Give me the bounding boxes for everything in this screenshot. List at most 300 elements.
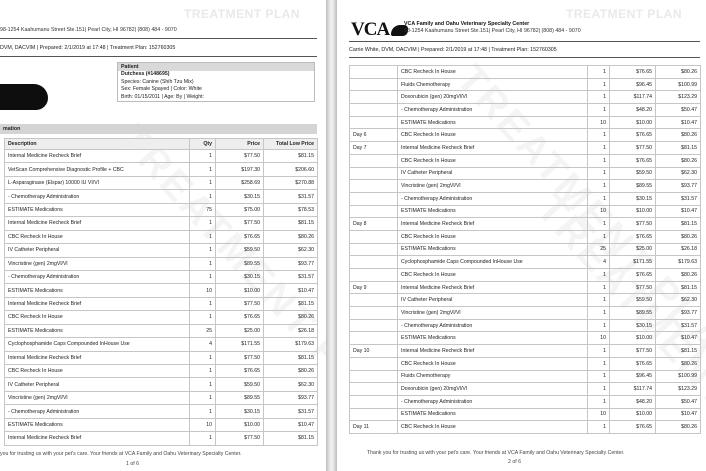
table-cell: 1 (588, 142, 610, 155)
table-cell: 1 (588, 66, 610, 79)
table-cell: 4 (588, 256, 610, 269)
table-cell: Vincristine (gen) 2mgVl/Vl (398, 180, 588, 193)
table-cell: $26.18 (264, 324, 318, 337)
table-row (5, 203, 318, 216)
table-cell: CBC Recheck In House (5, 365, 190, 378)
table-cell: $89.55 (610, 180, 656, 193)
table-cell: 1 (190, 270, 216, 283)
column-header-description: Description (5, 139, 190, 150)
table-cell: $77.50 (216, 297, 264, 310)
table-cell: IV Catheter Peripheral (398, 294, 588, 307)
table-cell: Day 10 (350, 345, 398, 358)
table-row (5, 311, 318, 324)
table-cell: $59.50 (216, 244, 264, 257)
table-cell: $76.65 (610, 230, 656, 243)
table-header-row (5, 139, 318, 150)
table-cell: $31.57 (656, 192, 701, 205)
table-cell: 1 (190, 311, 216, 324)
table-cell: CBC Recheck In House (398, 357, 588, 370)
table-cell: 1 (190, 190, 216, 203)
table-cell (350, 91, 398, 104)
table-cell: 1 (588, 395, 610, 408)
treatment-plan-page-2 (337, 0, 706, 471)
table-cell: $10.47 (656, 332, 701, 345)
table-cell: 1 (190, 163, 216, 176)
table-cell (350, 192, 398, 205)
table-cell: 1 (190, 405, 216, 418)
table-row (350, 104, 701, 117)
table-cell: $80.26 (264, 311, 318, 324)
table-cell: Vincristine (gen) 2mgVl/Vl (5, 257, 190, 270)
table-row (350, 218, 701, 231)
column-header-qty: Qty (190, 139, 216, 150)
line-items-table (4, 138, 318, 446)
table-cell: ESTIMATE Medications (398, 408, 588, 421)
table-cell: - Chemotherapy Administration (398, 395, 588, 408)
table-cell: $26.18 (656, 243, 701, 256)
table-cell: $76.65 (216, 365, 264, 378)
table-row (350, 395, 701, 408)
table-cell: $76.65 (610, 421, 656, 434)
table-cell: 1 (588, 78, 610, 91)
table-cell: Day 11 (350, 421, 398, 434)
table-cell: 1 (588, 319, 610, 332)
table-cell: $10.00 (610, 408, 656, 421)
table-cell: 1 (190, 391, 216, 404)
vet-prepared-line: Carrie White, DVM, DACVIM | Prepared: 2/1/2019 at 17:48 | Treatment Plan: 152760305 (349, 47, 557, 53)
table-cell: 25 (588, 243, 610, 256)
table-row (350, 345, 701, 358)
table-cell (350, 230, 398, 243)
table-cell: $50.47 (656, 104, 701, 117)
table-row (5, 391, 318, 404)
table-cell: 10 (588, 332, 610, 345)
table-cell: $270.88 (264, 176, 318, 189)
table-cell: $258.69 (216, 176, 264, 189)
patient-header: Patient (118, 63, 314, 71)
table-cell: $81.15 (264, 150, 318, 163)
table-cell (350, 395, 398, 408)
treatment-plan-page-1 (0, 0, 326, 471)
table-cell: $96.45 (610, 78, 656, 91)
table-cell (350, 243, 398, 256)
watermark-heading: TREATMENT PLAN (566, 7, 683, 21)
table-cell: Day 8 (350, 218, 398, 231)
patient-name: Dutchess (#148695) (121, 71, 170, 77)
table-cell: 1 (588, 383, 610, 396)
table-cell (350, 180, 398, 193)
table-cell: $76.65 (610, 154, 656, 167)
table-cell: $75.00 (216, 203, 264, 216)
table-cell: $59.50 (610, 167, 656, 180)
header-divider (0, 56, 317, 57)
table-cell (350, 205, 398, 218)
table-cell: $76.65 (610, 129, 656, 142)
table-cell: $80.26 (656, 129, 701, 142)
table-cell: 1 (190, 217, 216, 230)
table-row (5, 378, 318, 391)
table-cell (350, 116, 398, 129)
table-cell: ESTIMATE Medications (5, 203, 190, 216)
table-cell: Doxorubicin (gen) 20mgVl/Vl (398, 383, 588, 396)
table-cell (350, 66, 398, 79)
table-cell: 1 (588, 269, 610, 282)
table-row (350, 66, 701, 79)
table-cell: $93.77 (264, 257, 318, 270)
table-cell: $81.15 (264, 217, 318, 230)
table-cell (350, 78, 398, 91)
table-cell: $59.50 (610, 294, 656, 307)
column-header-price: Price (216, 139, 264, 150)
patient-species: Species: Canine (Shih Tzu Mix) (121, 78, 194, 85)
table-cell: 1 (190, 150, 216, 163)
table-cell: 1 (588, 154, 610, 167)
table-cell: 1 (588, 167, 610, 180)
table-cell: Vincristine (gen) 2mgVl/Vl (398, 307, 588, 320)
table-cell: 10 (190, 418, 216, 431)
table-cell: $78.53 (264, 203, 318, 216)
header-divider (349, 57, 700, 58)
table-cell: $100.99 (656, 78, 701, 91)
table-row (5, 432, 318, 445)
table-cell: Internal Medicine Recheck Brief (5, 351, 190, 364)
vet-prepared-line: DVM, DACVIM | Prepared: 2/1/2019 at 17:48 | Treatment Plan: 152760305 (0, 45, 176, 51)
table-cell: Internal Medicine Recheck Brief (398, 218, 588, 231)
table-row (350, 78, 701, 91)
table-cell: $171.55 (216, 338, 264, 351)
table-row (5, 338, 318, 351)
vca-logo-text: VCA (351, 19, 390, 40)
table-cell (350, 370, 398, 383)
table-cell: $10.00 (610, 205, 656, 218)
table-cell: $89.55 (216, 257, 264, 270)
table-row (5, 284, 318, 297)
watermark-heading: TREATMENT PLAN (184, 7, 301, 21)
table-cell (350, 357, 398, 370)
table-cell: $59.50 (216, 378, 264, 391)
table-row (5, 418, 318, 431)
table-cell (350, 269, 398, 282)
table-cell: Internal Medicine Recheck Brief (398, 142, 588, 155)
table-row (350, 91, 701, 104)
table-cell: $206.60 (264, 163, 318, 176)
table-cell: 1 (588, 180, 610, 193)
table-row (5, 297, 318, 310)
table-cell: $10.47 (264, 284, 318, 297)
table-cell (350, 332, 398, 345)
table-cell: $62.30 (656, 167, 701, 180)
table-cell: $93.77 (264, 391, 318, 404)
table-cell: $96.45 (610, 370, 656, 383)
table-cell: $80.26 (264, 365, 318, 378)
table-cell: 1 (588, 104, 610, 117)
table-cell (350, 408, 398, 421)
table-cell: $62.30 (264, 378, 318, 391)
footer-thanks: you for trusting us with your pet's care. Your friends at VCA Family and Oahu Veterinary Specialty Center. (0, 451, 242, 457)
table-cell: $117.74 (610, 383, 656, 396)
table-row (350, 230, 701, 243)
table-cell: Day 7 (350, 142, 398, 155)
table-cell: $31.57 (264, 190, 318, 203)
patient-birth: Birth: 01/15/2011 | Age: By | Weight: (121, 93, 204, 100)
table-row (350, 307, 701, 320)
table-cell: 1 (190, 230, 216, 243)
table-cell: $81.15 (264, 351, 318, 364)
table-cell: 1 (588, 192, 610, 205)
table-cell: - Chemotherapy Administration (398, 192, 588, 205)
clinic-info (404, 21, 581, 35)
table-cell: ESTIMATE Medications (5, 324, 190, 337)
table-row (5, 217, 318, 230)
table-cell: L-Asparaginase (Elspar) 10000 IU VI/VI (5, 176, 190, 189)
table-cell: $76.65 (610, 66, 656, 79)
table-row (350, 256, 701, 269)
table-cell: $93.77 (656, 307, 701, 320)
clinic-address: 98-1254 Kaahumanu Street Ste.151| Pearl City, HI 96782| (808) 484 - 9070 (0, 27, 177, 33)
table-row (350, 421, 701, 434)
table-row (5, 365, 318, 378)
table-cell: $62.30 (656, 294, 701, 307)
table-cell: $89.55 (216, 391, 264, 404)
table-row (5, 190, 318, 203)
table-cell: ESTIMATE Medications (398, 205, 588, 218)
table-cell: 1 (190, 297, 216, 310)
table-row (350, 243, 701, 256)
patient-sex: Sex: Female Spayed | Color: White (121, 86, 202, 92)
table-cell: $81.15 (656, 218, 701, 231)
table-cell: $100.99 (656, 370, 701, 383)
table-cell: $10.47 (656, 116, 701, 129)
table-cell: Fluids Chemotherapy (398, 78, 588, 91)
clinic-address: 98-1254 Kaahumanu Street Ste.151| Pearl City, HI 96782| (808) 484 - 9070 (404, 28, 581, 34)
table-cell: CBC Recheck In House (5, 311, 190, 324)
table-cell: $76.65 (610, 357, 656, 370)
table-cell: ESTIMATE Medications (398, 243, 588, 256)
table-cell (350, 104, 398, 117)
table-cell: 1 (588, 294, 610, 307)
table-cell: IV Catheter Peripheral (5, 244, 190, 257)
table-cell: Internal Medicine Recheck Brief (398, 281, 588, 294)
table-cell: $81.15 (656, 281, 701, 294)
table-cell: $81.15 (264, 297, 318, 310)
table-cell: $77.50 (216, 432, 264, 445)
table-cell: $89.55 (610, 307, 656, 320)
table-cell: 1 (588, 281, 610, 294)
table-row (350, 142, 701, 155)
table-cell: 75 (190, 203, 216, 216)
table-cell: $25.00 (216, 324, 264, 337)
patient-box (117, 62, 315, 102)
table-row (5, 257, 318, 270)
table-cell: $77.50 (216, 351, 264, 364)
header-divider (349, 41, 700, 42)
table-cell (350, 319, 398, 332)
table-cell: $179.63 (264, 338, 318, 351)
table-cell: $77.50 (610, 345, 656, 358)
table-cell: 1 (588, 230, 610, 243)
table-cell (350, 256, 398, 269)
table-cell: 25 (190, 324, 216, 337)
table-cell: 10 (588, 205, 610, 218)
table-row (5, 163, 318, 176)
table-cell: $10.47 (656, 408, 701, 421)
redaction-mark (0, 84, 48, 110)
table-cell: - Chemotherapy Administration (5, 270, 190, 283)
table-cell: CBC Recheck In House (398, 66, 588, 79)
table-row (350, 180, 701, 193)
table-row (350, 319, 701, 332)
table-cell: $80.26 (656, 230, 701, 243)
table-cell: CBC Recheck In House (398, 421, 588, 434)
table-cell: 1 (190, 257, 216, 270)
table-cell: $62.30 (264, 244, 318, 257)
table-row (5, 150, 318, 163)
table-cell: $10.47 (264, 418, 318, 431)
table-row (5, 405, 318, 418)
table-row (5, 270, 318, 283)
table-cell: $31.57 (656, 319, 701, 332)
table-cell: 1 (588, 421, 610, 434)
table-cell: 10 (588, 116, 610, 129)
table-cell: $48.20 (610, 104, 656, 117)
table-cell: 10 (588, 408, 610, 421)
table-cell: CBC Recheck In House (398, 269, 588, 282)
table-cell: Fluids Chemotherapy (398, 370, 588, 383)
table-cell: Internal Medicine Recheck Brief (5, 150, 190, 163)
table-cell: $77.50 (216, 217, 264, 230)
table-cell: 1 (588, 370, 610, 383)
table-cell: $123.29 (656, 91, 701, 104)
table-cell: CBC Recheck In House (5, 230, 190, 243)
table-row (350, 192, 701, 205)
table-cell: $10.00 (610, 332, 656, 345)
column-header-total: Total Low Price (264, 139, 318, 150)
table-cell: ESTIMATE Medications (398, 332, 588, 345)
table-cell: $50.47 (656, 395, 701, 408)
table-row (350, 205, 701, 218)
table-cell: 1 (588, 129, 610, 142)
table-cell: $10.00 (216, 418, 264, 431)
table-cell: Day 9 (350, 281, 398, 294)
table-cell: $80.26 (656, 269, 701, 282)
table-cell: $10.00 (216, 284, 264, 297)
table-row (350, 383, 701, 396)
table-cell: $10.00 (610, 116, 656, 129)
table-cell: $30.15 (216, 270, 264, 283)
vca-logo (351, 21, 408, 39)
table-row (350, 116, 701, 129)
table-cell: 10 (190, 284, 216, 297)
table-cell: $197.30 (216, 163, 264, 176)
line-items-table (349, 65, 701, 434)
table-row (5, 351, 318, 364)
table-cell: $93.77 (656, 180, 701, 193)
table-cell: 1 (588, 307, 610, 320)
table-row (350, 129, 701, 142)
table-row (350, 269, 701, 282)
table-cell: $171.55 (610, 256, 656, 269)
table-cell: $77.50 (610, 218, 656, 231)
table-cell: Vincristine (gen) 2mgVl/Vl (5, 391, 190, 404)
table-row (350, 294, 701, 307)
table-cell: ESTIMATE Medications (5, 418, 190, 431)
table-cell: $81.15 (264, 432, 318, 445)
table-cell (350, 294, 398, 307)
table-cell: $30.15 (610, 192, 656, 205)
table-cell: $179.63 (656, 256, 701, 269)
table-cell: ESTIMATE Medications (398, 116, 588, 129)
table-cell: $80.26 (656, 421, 701, 434)
table-cell (350, 307, 398, 320)
table-cell: $76.65 (610, 269, 656, 282)
table-cell: Internal Medicine Recheck Brief (398, 345, 588, 358)
table-cell: CBC Recheck In House (398, 230, 588, 243)
table-row (350, 154, 701, 167)
table-cell: 1 (588, 91, 610, 104)
table-cell: $80.26 (656, 357, 701, 370)
table-cell: $30.15 (216, 405, 264, 418)
table-cell: $76.65 (216, 230, 264, 243)
table-cell: $81.15 (656, 345, 701, 358)
table-cell: 1 (588, 357, 610, 370)
table-cell: $77.50 (610, 142, 656, 155)
table-cell: $77.50 (216, 150, 264, 163)
table-cell: IV Catheter Peripheral (5, 378, 190, 391)
table-cell: $81.15 (656, 142, 701, 155)
table-cell: $80.26 (656, 66, 701, 79)
table-cell: Cyclophosphamide Caps Compounded InHouse Use (5, 338, 190, 351)
table-cell: VetScan Comprehensive Diagnostic Profile + CBC (5, 163, 190, 176)
table-cell: 1 (190, 176, 216, 189)
table-cell: 1 (190, 365, 216, 378)
section-title-bar: mation (0, 124, 317, 134)
table-cell: $117.74 (610, 91, 656, 104)
table-cell: 1 (190, 244, 216, 257)
table-row (350, 332, 701, 345)
page-number: 2 of 6 (508, 459, 521, 465)
table-cell: $30.15 (216, 190, 264, 203)
table-row (5, 244, 318, 257)
page-gutter (326, 0, 337, 471)
table-row (350, 281, 701, 294)
table-cell: 4 (190, 338, 216, 351)
table-cell: $77.50 (610, 281, 656, 294)
table-row (350, 357, 701, 370)
table-cell: $25.00 (610, 243, 656, 256)
table-cell: $30.15 (610, 319, 656, 332)
table-cell: $123.29 (656, 383, 701, 396)
table-cell: 1 (190, 378, 216, 391)
table-cell: Internal Medicine Recheck Brief (5, 297, 190, 310)
table-cell: IV Catheter Peripheral (398, 167, 588, 180)
table-cell: 1 (588, 218, 610, 231)
table-cell: CBC Recheck In House (398, 129, 588, 142)
table-cell: $31.57 (264, 405, 318, 418)
table-cell: Doxorubicin (gen) 20mgVl/Vl (398, 91, 588, 104)
table-cell: $80.26 (656, 154, 701, 167)
table-cell (350, 154, 398, 167)
footer-thanks: Thank you for trusting us with your pet's care. Your friends at VCA Family and Oahu Veterinary Specialty Center. (367, 450, 625, 456)
table-cell: $80.26 (264, 230, 318, 243)
table-cell: ESTIMATE Medications (5, 284, 190, 297)
table-cell: 1 (190, 351, 216, 364)
header-divider (0, 38, 317, 39)
table-row (350, 408, 701, 421)
table-cell: $10.47 (656, 205, 701, 218)
table-cell: $48.20 (610, 395, 656, 408)
table-cell: Day 6 (350, 129, 398, 142)
table-cell: $31.57 (264, 270, 318, 283)
